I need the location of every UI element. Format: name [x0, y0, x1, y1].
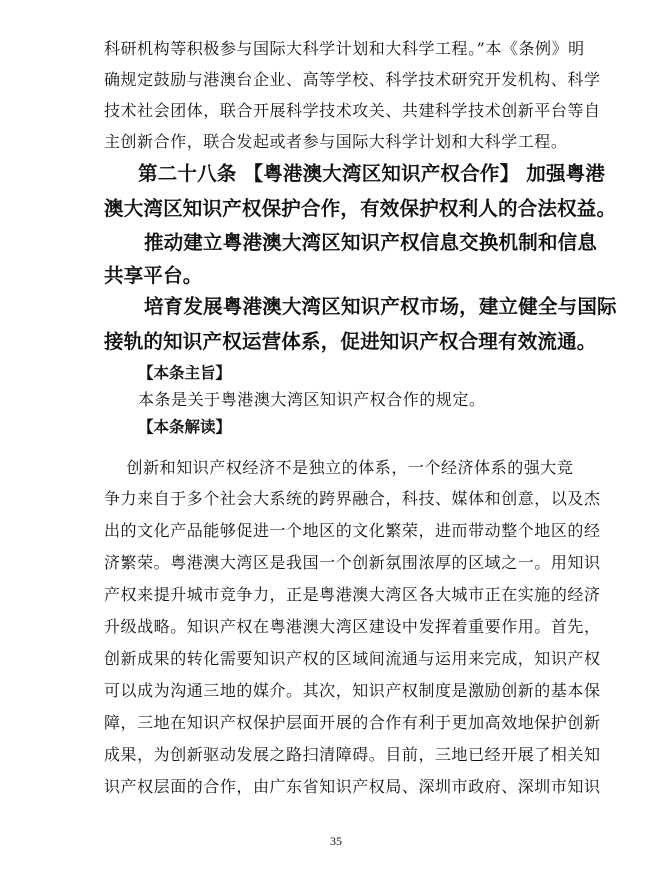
page-number: 35 [330, 834, 342, 848]
interpretation-line: 产权来提升城市竞争力，正是粤港澳大湾区各大城市正在实施的经济 [104, 585, 601, 604]
article-line: 推动建立粤港澳大湾区知识产权信息交换机制和信息 [116, 231, 598, 254]
intro-line: 主创新合作，联合发起或者参与国际大科学计划和大科学工程。 [104, 132, 568, 151]
interpretation-line: 升级战略。知识产权在粤港澳大湾区建设中发挥着重要作用。首先， [104, 617, 601, 636]
interpretation-line: 济繁荣。粤港澳大湾区是我国一个创新氛围浓厚的区域之一。用知识 [104, 553, 601, 572]
interpretation-line: 出的文化产品能够促进一个地区的文化繁荣，进而带动整个地区的经 [104, 521, 601, 540]
interpretation-line: 可以成为沟通三地的媒介。其次，知识产权制度是激励创新的基本保 [104, 681, 601, 700]
article-line: 培育发展粤港澳大湾区知识产权市场，建立健全与国际 [116, 295, 617, 318]
article-line: 接轨的知识产权运营体系，促进知识产权合理有效流通。 [104, 330, 597, 353]
purpose-heading: 【本条主旨】 [138, 364, 232, 382]
interpretation-line: 创新和知识产权经济不是独立的体系，一个经济体系的强大竞 [104, 458, 574, 477]
intro-line: 确规定鼓励与港澳台企业、高等学校、科学技术研究开发机构、科学 [104, 70, 601, 89]
interpretation-line: 争力来自于多个社会大系统的跨界融合，科技、媒体和创意，以及杰 [104, 489, 601, 508]
purpose-text: 本条是关于粤港澳大湾区知识产权合作的规定。 [138, 390, 486, 409]
article-line: 澳大湾区知识产权保护合作，有效保护权利人的合法权益。 [104, 197, 617, 220]
intro-line: 科研机构等积极参与国际大科学计划和大科学工程。”本《条例》明 [104, 39, 585, 58]
intro-line: 技术社会团体，联合开展科学技术攻关、共建科学技术创新平台等自 [104, 101, 601, 120]
interpretation-line: 成果，为创新驱动发展之路扫清障碍。目前，三地已经开展了相关知 [104, 745, 601, 764]
article-title-line: 第二十八条 【粤港澳大湾区知识产权合作】 加强粤港 [138, 162, 606, 185]
interpretation-heading: 【本条解读】 [138, 418, 232, 436]
interpretation-line: 障，三地在知识产权保护层面开展的合作有利于更加高效地保护创新 [104, 713, 601, 732]
interpretation-line: 创新成果的转化需要知识产权的区域间流通与运用来完成，知识产权 [104, 649, 601, 668]
article-line: 共享平台。 [104, 264, 203, 287]
interpretation-line: 识产权层面的合作，由广东省知识产权局、深圳市政府、深圳市知识 [104, 777, 601, 796]
